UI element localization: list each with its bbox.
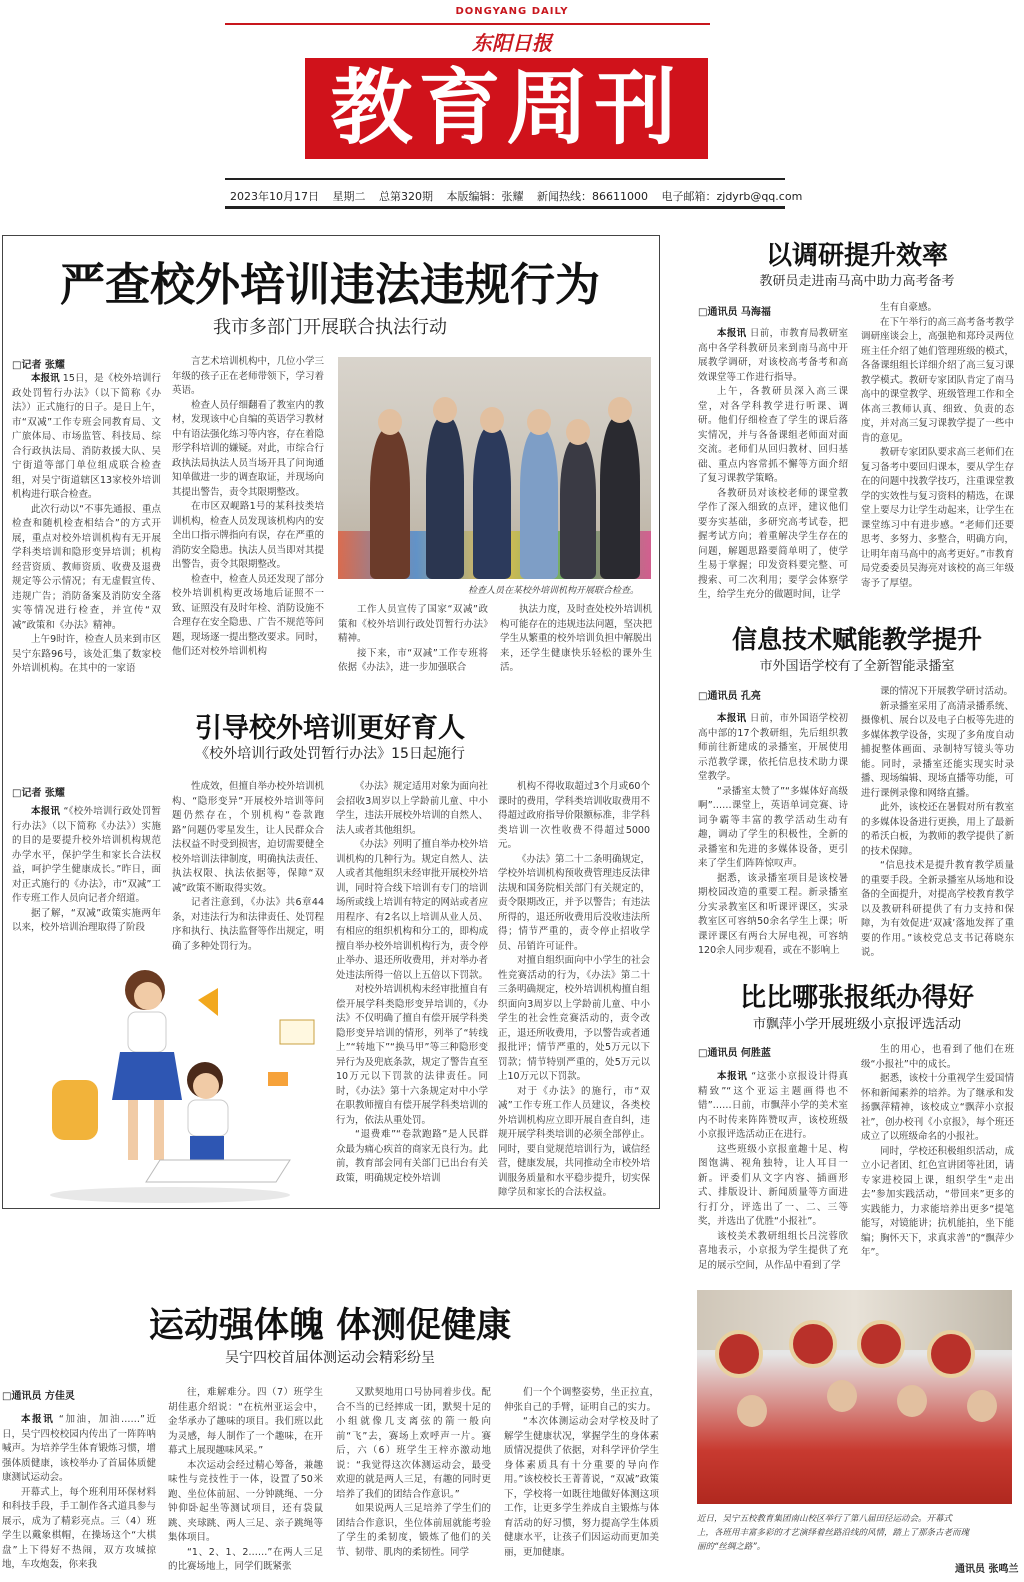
paragraph: 检查人员仔细翻看了教室内的教材，发现该中心自编的英语学习教材中有语法强化练习等内容，存在着隐形学科培训的嫌疑。对此，市综合行政执法局执法人员当场开具了问询通知单做进一步的调查取证，并现场向其提出警告，责令其限期整改。 — [172, 399, 325, 498]
paragraph: 在下午举行的高三高考备考教学调研座谈会上，高强艳和郑玲灵两位班主任介绍了她们管理班级的模式，各备课组组长详细介绍了高三复习课教学模式。教研专家团队肯定了南马高中的课堂教学、班级管理工作和全体高三教师认真、细致、负责的态度，并对高三复习课教学提了一些中肯的意见。 — [861, 316, 1014, 444]
paragraph: 同时，学校还积极组织活动，成立小记者团、红色宣讲团等社团，请专家进校园上课，组织学生“走出去”参加实践活动，“带回来”更多的实践能力，力求能培养出更多“提笔能写，对镜能讲；抗机能拍，坐下能编；胸怀天下，求真求善”的“飘萍少年”。 — [861, 1145, 1014, 1258]
paragraph: 生有自豪感。 — [880, 302, 938, 313]
students-illustration — [40, 960, 330, 1205]
paragraph: 本报讯 日前，市外国语学校初高中部的17个教研组，先后组织教师前往新建成的录播室，开展使用示范教学课，依托信息技术助力课堂教学。 — [698, 713, 848, 782]
paragraph: 课的情况下开展教学研讨活动。 — [880, 686, 1014, 697]
paragraph: 接下来，市“双减”工作专班将依据《办法》，进一步加强联合 — [338, 647, 488, 673]
paragraph: 又默契地用口号协同着步伐。配合不当的已经摔成一团，默契十足的小组就像几支离弦的箭一般向前“飞”去，赛场上欢呼声一片。赛后，六（6）班学生王梓亦激动地说：“我觉得这次体测运动会，最受欢迎的就是两人三足，有趣的同时更培养了我们的团结合作意识。” — [336, 1387, 491, 1500]
paragraph: 本报讯 “这张小京报设计得真精致”“这个亚运主题画得也不错”……日前，市飘萍小学的美术室内不时传来阵阵赞叹声，该校班级小京报评选活动正在进行。 — [698, 1071, 848, 1140]
news-hotline: 新闻热线：86611000 — [537, 190, 648, 203]
paragraph: 言艺术培训机构中，几位小学三年级的孩子正在老师带领下，学习着英语。 — [172, 356, 325, 396]
dance-caption-line3: 丽的“丝绸之路”。 — [697, 1542, 766, 1552]
lead-subheadline: 我市多部门开展联合执法行动 — [213, 317, 447, 338]
newspaper-col-1 — [698, 1070, 848, 1270]
issue-weekday: 星期二 — [332, 190, 366, 203]
hand-drum — [857, 1320, 905, 1368]
paragraph: 各教研员对该校老师的课堂教学作了深入细致的点评，建议他们要夯实基础，多研究高考试卷，把握考试方向；着重解决学生存在的问题，解题思路要简单明了，使学生易于掌握；印发资料要完整、可搜索、可二次利用；要学会体察学生，给学生充分的做题时间，让学 — [698, 487, 848, 600]
paragraph: “本次体测运动会对学校及时了解学生健康状况，掌握学生的身体素质情况提供了依据，对科学评价学生身体素质具有十分重要的导向作用。”该校校长王菁菁说，“双减”政策下，学校将一如既往地做好体测这项工作，让更多学生养成自主锻炼与体育活动的好习惯，努力提高学生体质健康水平，让孩子们因运动而更加美丽，更加健康。 — [504, 1416, 659, 1558]
dance-caption-line1: 近日，吴宁五校教育集团南山校区举行了第八届田径运动会。开幕式 — [697, 1514, 953, 1524]
issue-date: 2023年10月17日 — [230, 190, 319, 203]
paragraph: 本报讯 “加油，加油……”近日，吴宁四校校园内传出了一阵阵呐喊声。为培养学生体育锻炼习惯，增强体质健康，该校举办了首届体质健康测试运动会。 — [2, 1414, 156, 1483]
paragraph: 据悉，该录播室项目是该校暑期校园改造的重要工程。新录播室分实录教室区和听课评课区，实录教室区可容纳50余名学生上课；听课评课区有两台大屏电视，可容纳120余人同步观看，或在不影响上 — [698, 872, 848, 956]
second-subheadline: 《校外培训行政处罚暂行办法》15日起施行 — [195, 746, 465, 762]
paragraph: 本报讯 “《校外培训行政处罚暂行办法》（以下简称《办法》）实施的目的是要提升校外培训机构规范办学水平，保护学生和家长合法权益，呵护学生健康成长。”昨日，面对正式施行的《办法》，市“双减”工作专班工作人员向记者介绍道。 — [12, 806, 161, 904]
paragraph: 据悉，该校十分重视学生爱国情怀和新闻素养的培养。为了继承和发扬飘萍精神，该校成立“飘萍小京报社”，创办校刊《小京报》，每个班还成立了以班级命名的小报社。 — [861, 1073, 1014, 1142]
paragraph: 此次行动以“不事先通报、重点检查和随机检查相结合”的方式开展，重点对校外培训机构有无开展学科类培训和隐形变异培训；机构经营资质、教师资质、收费及退费规定等公示情况；有无虚假宣传、违规广告；消防备案及消防安全落实等情况进行检查，并宣传“双减”政策和《办法》精神。 — [12, 503, 161, 631]
masthead-english-name: DONGYANG DAILY — [455, 6, 569, 17]
person-6 — [600, 417, 640, 579]
boy-face — [193, 1073, 219, 1099]
paper-plane — [146, 1160, 290, 1182]
girl-shirt — [128, 1012, 166, 1052]
lead-col-2 — [172, 355, 324, 672]
paragraph: 开幕式上，每个班利用环保材料和科技手段，手工制作各式道具参与展示，成为了精彩亮点。三（4）班学生以戴象棋帽，在操场这个“大棋盘”上下得好不热闹，双方攻城掠地，车攻炮轰，你来我 — [2, 1486, 156, 1570]
second-byline: □记者 张耀 — [12, 788, 65, 799]
page-editor: 本版编辑：张耀 — [446, 190, 524, 203]
tech-byline: □通讯员 孔亮 — [698, 691, 761, 702]
survey-subheadline: 教研员走进南马高中助力高考备考 — [759, 274, 955, 289]
paragraph: 上午，各教研员深入高三课堂，对各学科教学进行听课、调研。他们仔细检查了学生的课后落实情况，并与各备课组老师面对面交流。老师们从回归教材、回归基础、重点内容常抓不懈等方面介绍了复习课教学策略。 — [698, 386, 848, 484]
dance-photo-credit: 通讯员 张鸣兰 — [955, 1564, 1019, 1575]
paragraph: “信息技术是提升教育教学质量的重要手段。全新录播室从场地和设备的全面提升，对提高学校教育教学以及教研科研提供了有力支持和保障，为有效促进‘双减’落地发挥了重要的作用。”该校党总支书记蒋晓东说。 — [861, 860, 1014, 958]
hand-drum — [789, 1320, 837, 1368]
survey-headline: 以调研提升效率 — [765, 241, 948, 271]
contact-email: 电子邮箱：zjdyrb@qq.com — [661, 190, 803, 203]
sports-col-1 — [2, 1413, 156, 1582]
girl-skirt — [112, 1052, 182, 1100]
paragraph: 《办法》规定适用对象为面向社会招收3周岁以上学龄前儿童、中小学生，违法开展校外培训的自然人、法人或者其他组织。 — [336, 781, 489, 836]
dateline — [225, 188, 803, 204]
paragraph: 如果说两人三足培养了学生们的团结合作意识，坐位体前屈就能考验了学生的柔韧度，锻炼了他们的关节、韧带、肌肉的柔韧性。同学 — [336, 1503, 491, 1558]
dateline-rule-bottom — [225, 206, 785, 209]
issue-number: 总第320期 — [379, 190, 433, 203]
lead-photo-inspection — [338, 357, 651, 579]
paragraph: 往，难解难分。四（7）班学生胡佳惠介绍说：“在杭州亚运会中，金华承办了趣味的项目。我们班以此为灵感，每人制作了一个趣味，在开幕式上展现趣味风采。” — [168, 1387, 323, 1456]
paragraph: 执法力度，及时查处校外培训机构可能存在的违规违法问题，坚决把学生从繁重的校外培训负担中解脱出来，还学生健康快乐轻松的课外生活。 — [500, 604, 653, 673]
paragraph: 本报讯 15日，是《校外培训行政处罚暂行办法》（以下简称《办法》）正式施行的日子。是日上午，市“双减”工作专班会同教育局、文广旅体局、市场监管、科技局、综合行政执法局、消防救援大队、吴宁街道等部门单位组成联合检查组，对吴宁街道辖区13家校外培训机构进行联合检查。 — [12, 373, 161, 500]
paragraph: 机构不得收取超过3个月或60个课时的费用，学科类培训收取费用不得超过政府指导价限额标准，非学科类培训一次性收费不得超过5000元。 — [498, 781, 651, 850]
paragraph: 此外，该校还在暑假对所有教室的多媒体设备进行更换，用上了最新的希沃白板，为教师的教学提供了新的技术保障。 — [861, 802, 1014, 857]
backpack — [52, 1080, 98, 1140]
survey-col-2 — [861, 301, 1014, 589]
paragraph: 在市区双岘路1号的某科技类培训机构，检查人员发现该机构内的安全出口指示牌指向有误，存在严重的消防安全隐患。执法人员当即对其提出警告，责令其限期整改。 — [172, 501, 325, 570]
sports-col-4 — [504, 1386, 659, 1582]
person-3 — [473, 427, 511, 579]
paper-logo: 东阳日报 — [472, 31, 552, 55]
person-1 — [370, 429, 410, 579]
boy-shirt — [188, 1100, 228, 1136]
hand-drum — [927, 1330, 975, 1378]
paragraph: “录播室太赞了”“多媒体好高级啊”……课堂上，英语单词竞赛、诗词争霸等丰富的教学活动生动有趣，调动了学生的积极性，全新的录播室和先进的多媒体设备，更引来了学生们阵阵惊叹声。 — [698, 785, 848, 869]
dance-photo — [697, 1290, 1012, 1504]
girl-face — [134, 982, 162, 1010]
tech-subheadline: 市外国语学校有了全新智能录播室 — [759, 659, 955, 674]
paragraph: 据了解，“双减”政策实施两年以来，校外培训治理取得了阶段 — [12, 907, 161, 933]
paragraph: 性成效，但擅自举办校外培训机构、“隐形变异”开展校外培训等问题仍然存在，个别机构“卷款跑路”问题仍零星发生，让人民群众合法权益不时受到损害，迫切需要健全校外培训法律制度，明确执法责任、执法权限、执法依据等，保障“双减”政策不断取得实效。 — [172, 781, 325, 894]
second-col-3 — [336, 780, 488, 1200]
sports-col-2 — [168, 1386, 323, 1582]
paragraph: 工作人员宣传了国家“双减”政策和《校外培训行政处罚暂行办法》精神。 — [338, 604, 488, 644]
lead-photo-caption: 检查人员在某校外培训机构开展联合检查。 — [468, 586, 640, 596]
paragraph: 《办法》第二十二条明确规定，学校外培训机构预收费管理违反法律法规和国务院相关部门有关规定的，责令限期改正，并予以警告；有违法所得的，退还所收费用后没收违法所得；情节严重的，责令停止招收学员、吊销许可证件。 — [498, 853, 651, 952]
lead-col-3 — [338, 603, 488, 673]
paragraph: 对于《办法》的施行，市“双减”工作专班工作人员建议，各类校外培训机构应立即开展自查自纠，违规开展学科类培训的必须全部停止。同时，要自觉规范培训行为，诚信经营，健康发展，共同推动全市校外培训服务质量和水平稳步提升，切实保障学员和家长的合法权益。 — [498, 1085, 651, 1198]
paragraph: “1、2、1、2……”在两人三足的比赛场地上，同学们既紧张 — [168, 1546, 323, 1572]
lead-col-1 — [12, 372, 161, 672]
sports-headline: 运动强体魄 体测促健康 — [148, 1306, 512, 1346]
dancer-face — [737, 1395, 767, 1427]
newspaper-headline: 比比哪张报纸办得好 — [739, 983, 974, 1013]
person-5 — [560, 439, 596, 579]
tech-headline: 信息技术赋能教学提升 — [731, 625, 982, 654]
paragraph: 生的用心，也看到了他们在班级“小报社”中的成长。 — [861, 1044, 1014, 1070]
sports-col-3 — [336, 1386, 491, 1582]
paragraph: 新录播室采用了高清录播系统、摄像机、展台以及电子白板等先进的多媒体教学设备，实现了多角度自动捕捉整体画面、录制特写镜头等功能。同时，录播室还能实现实时录播、现场编辑、现场直播等功能，可进行课例录像和网络直播。 — [861, 700, 1014, 799]
hand-drum — [715, 1330, 763, 1378]
second-col-2 — [172, 780, 324, 975]
paragraph: 上午9时许，检查人员来到市区吴宁东路96号，该处汇集了数家校外培训机构。在其中的一家语 — [12, 634, 161, 674]
paragraph: 们一个个调整姿势，坐正拉直，伸张自己的手臂，证明自己的实力。 — [504, 1387, 659, 1413]
tech-col-1 — [698, 712, 848, 956]
flying-book-small — [268, 1072, 288, 1086]
lead-byline: □记者 张耀 — [12, 360, 65, 371]
paragraph: “退费难”“卷款跑路”是人民群众最为痛心疾首的商家无良行为。此前，教育部会同有关部门已出台有关政策，明确规定校外培训 — [336, 1129, 489, 1184]
paragraph: 记者注意到，《办法》共6章44条，对违法行为和法律责任、处罚程序和执行、执法监督等作出规定，明确了多种处罚行为。 — [172, 897, 325, 952]
dancer-face — [897, 1385, 927, 1417]
paragraph: 本报讯 日前，市教育局教研室高中各学科教研员来到南马高中开展教学调研，对该校高考备考和高效课堂等工作进行指导。 — [698, 328, 848, 383]
tech-col-2 — [861, 685, 1014, 958]
masthead-top-rule — [225, 23, 710, 25]
person-2 — [426, 417, 464, 579]
person-4 — [520, 429, 558, 579]
newspaper-subheadline: 市飘萍小学开展班级小京报评选活动 — [752, 1017, 961, 1032]
second-col-1 — [12, 805, 161, 975]
paragraph: 教研专家团队要求高三老师们在复习备考中要回归课本，要从学生存在的问题中找教学技巧，注重课堂教学的实效性与复习资料的精选，在课堂上要尽力让学生动起来，让学生在课堂练习中有进步感。“老师们还要思考、多努力、多整合，明确方向，让明年南马高中的高考更好。”市教育局党委委员吴海亮对该校的高三年级寄予了厚望。 — [861, 447, 1014, 589]
lead-col-4 — [500, 603, 652, 673]
dance-caption-line2: 上，各班用丰富多彩的才艺演绎着丝路沿线的风情，踏上了那条古老而瑰 — [697, 1528, 970, 1538]
paragraph: 该校美术教研组组长吕浣蓉欣喜地表示，小京报为学生提供了充足的展示空间，从作品中看到了学 — [698, 1230, 848, 1271]
flying-book — [280, 1020, 314, 1044]
second-col-4 — [498, 780, 650, 1200]
newspaper-byline: □通讯员 何胜蓝 — [698, 1048, 771, 1059]
paragraph: 这些班级小京报童趣十足、构图饱满、视角独特，让人耳目一新。评委们从文字内容、插画形式、排版设计、新闻质量等方面进行打分，评选出了一、二、三等奖，并选出了优胜“小报社”。 — [698, 1143, 848, 1227]
second-headline: 引导校外培训更好育人 — [195, 713, 465, 744]
paragraph: 对擅自组织面向中小学生的社会性竞赛活动的行为，《办法》第二十三条明确规定，校外培训机构擅自组织面向3周岁以上学龄前儿童、中小学生的社会性竞赛活动的，责令改正，退还所收费用，予以警告或者通报批评；情节严重的，处5万元以下罚款；情节特别严重的，处5万元以上10万元以下罚款。 — [498, 955, 651, 1082]
paragraph: 《办法》列明了擅自举办校外培训机构的几种行为。规定自然人、法人或者其他组织未经审批开展校外培训，同时符合线下培训有专门的培训场所或线上培训有特定的网站或者应用程序、有2名以上培训从业人员、有相应的组织机构和分工的，即构成擅自举办校外培训机构行为，责令停止举办、退还所收费用，并对举办者处违法所得一倍以上五倍以下罚款。 — [336, 839, 489, 981]
lead-headline: 严查校外培训违法违规行为 — [59, 258, 600, 311]
paragraph: 本次运动会经过精心筹备，兼趣味性与竞技性于一体，设置了50米跑、坐位体前屈、一分钟跳绳、一分钟仰卧起坐等测试项目，还有袋鼠跳、夹球跳、两人三足、亲子跳绳等集体项目。 — [168, 1459, 323, 1543]
supplement-title: 教育周刊 — [305, 58, 708, 159]
sports-subheadline: 吴宁四校首届体测运动会精彩纷呈 — [225, 1350, 435, 1366]
megaphone — [198, 988, 218, 1016]
survey-byline: □通讯员 马海福 — [698, 307, 771, 318]
sports-byline: □通讯员 方佳灵 — [2, 1391, 75, 1402]
paragraph: 检查中，检查人员还发现了部分校外培训机构更改场地后证照不一致、证照没有及时年检、消防设施不合理存在安全隐患、广告不规范等问题，现场逐一提出整改要求。同时，他们还对校外培训机构 — [172, 573, 325, 657]
dancer-face — [827, 1380, 857, 1412]
dancer-face — [967, 1390, 997, 1422]
survey-col-1 — [698, 327, 848, 600]
ground-shadow — [50, 1187, 290, 1203]
paragraph: 对校外培训机构未经审批擅自有偿开展学科类隐形变异培训的，《办法》不仅明确了擅自有偿开展学科类隐形变异培训的情形，列举了“转线上”“转地下”“换马甲”等三种隐形变异行为及兜底条款，规定了警告直至10万元以下罚款的法律责任。同时，《办法》第十六条规定对中小学在职教师擅自有偿开展学科类培训的行为，依法从重处罚。 — [336, 984, 489, 1126]
dateline-rule-top — [225, 178, 785, 180]
newspaper-col-2 — [861, 1043, 1014, 1270]
